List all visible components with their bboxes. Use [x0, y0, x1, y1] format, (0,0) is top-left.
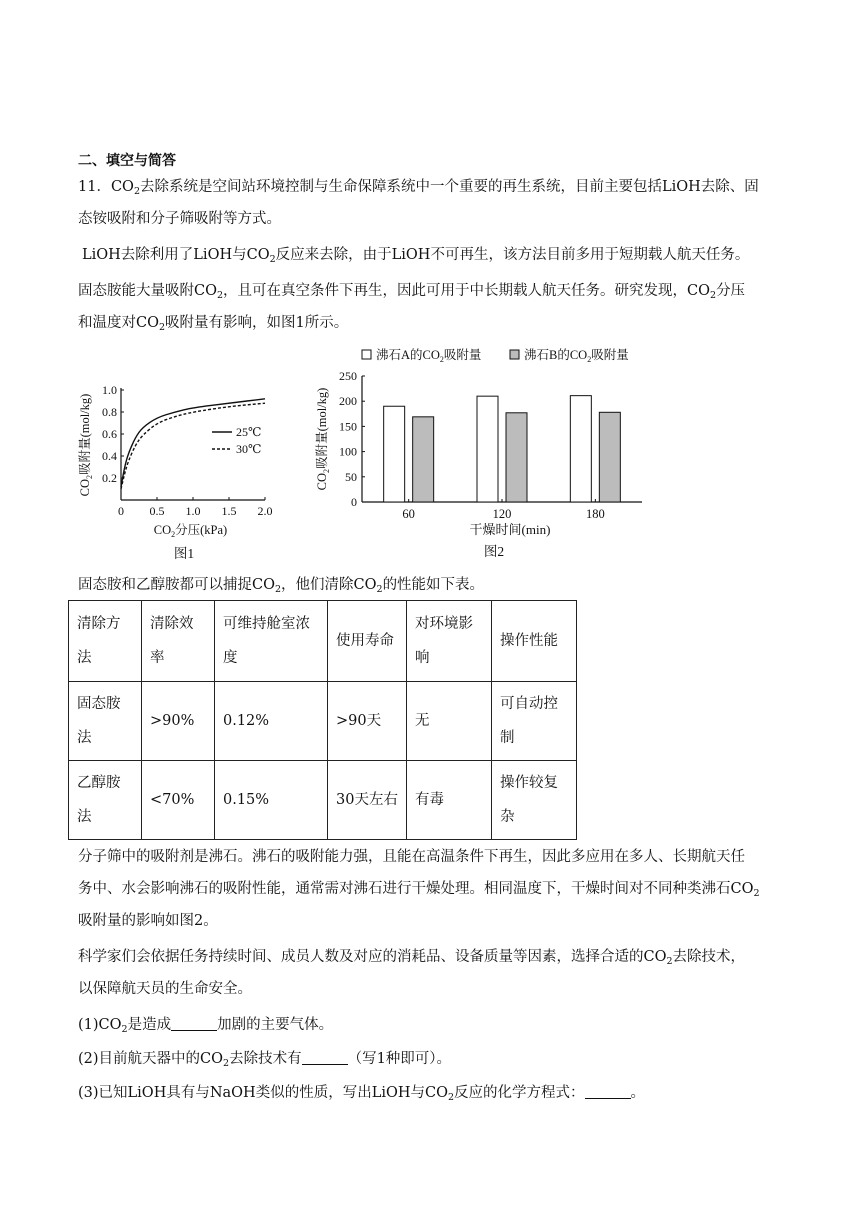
y-tick-label: 100 [339, 444, 357, 459]
y-tick-label: 0.6 [102, 427, 117, 441]
paragraph-amine-line2: 和温度对$CO_2$吸附量有影响，如图1所示。 [78, 315, 349, 333]
figure-2-caption: 图2 [483, 544, 505, 559]
table-header-cell: 可维持舱室浓度 [215, 601, 328, 682]
bar-zeolite-a [477, 396, 498, 502]
y-axis-label: $CO_2$吸附量(mol/kg) [315, 387, 331, 491]
table-intro: 固态胺和乙醇胺都可以捕捉$CO_2$，他们清除$CO_2$的性能如下表。 [78, 577, 485, 595]
table-cell: 乙醇胺法 [69, 761, 142, 840]
y-axis-label: $CO_2$吸附量(mol/kg) [78, 393, 94, 497]
figure-1-caption: 图1 [173, 546, 195, 561]
paragraph-amine-line1: 固态胺能大量吸附$CO_2$，且可在真空条件下再生，因此可用于中长期载人航天任务。研究发现，$CO_2$分压 [78, 283, 746, 301]
x-tick-label: 120 [492, 507, 512, 521]
x-axis-label: $CO_2$分压(kPa) [153, 523, 228, 539]
paragraph-scientists-line1: 科学家们会依据任务持续时间、成员人数及对应的消耗品、设备质量等因素，选择合适的$CO_2$去除技术， [78, 949, 746, 967]
table-header-cell: 使用寿命 [328, 601, 407, 682]
section-title: 二、填空与简答 [78, 153, 176, 169]
question-3: (3)已知LiOH具有与NaOH类似的性质，写出LiOH与$CO_2$反应的化学方程式： 。 [78, 1085, 646, 1103]
y-tick-label: 200 [339, 394, 357, 409]
paragraph-zeolite-line1: 分子筛中的吸附剂是沸石。沸石的吸附能力强，且能在高温条件下再生，因此多应用在多人、长期航天任 [78, 849, 745, 865]
answer-blank[interactable] [302, 1050, 348, 1065]
y-tick-label: 1.0 [102, 383, 117, 397]
bar-zeolite-b [413, 417, 434, 502]
table-header-cell: 操作性能 [492, 601, 577, 682]
table-cell: 30天左右 [328, 761, 407, 840]
paragraph-lioh: LiOH去除利用了LiOH与$CO_2$反应来去除，由于LiOH不可再生，该方法目前多用于短期载人航天任务。 [82, 247, 750, 265]
bar-zeolite-b [506, 413, 527, 502]
x-tick-label: 1.5 [221, 504, 237, 518]
y-tick-label: 250 [339, 369, 357, 383]
x-tick-label: 0.5 [149, 504, 165, 518]
x-tick-label: 2.0 [257, 504, 273, 518]
x-tick-label: 180 [585, 507, 605, 521]
legend-label: 25℃ [236, 425, 262, 439]
bar-zeolite-a [384, 406, 405, 502]
comparison-table [68, 600, 577, 840]
bar-zeolite-a [570, 396, 591, 502]
legend-label: 30℃ [236, 442, 262, 456]
table-cell: <70% [142, 761, 215, 840]
table-header-cell: 清除效率 [142, 601, 215, 682]
table-cell: 0.12% [215, 682, 328, 761]
table-header-cell: 对环境影响 [407, 601, 492, 682]
y-tick-label: 50 [345, 469, 357, 484]
paragraph-scientists-line2: 以保障航天员的生命安全。 [78, 981, 252, 997]
table-cell: >90% [142, 682, 215, 761]
table-cell: 有毒 [407, 761, 492, 840]
y-tick-label: 0 [351, 495, 357, 509]
legend-swatch-a [362, 350, 371, 359]
paragraph-intro-line2: 态铵吸附和分子筛吸附等方式。 [78, 211, 281, 227]
table-cell: 0.15% [215, 761, 328, 840]
x-tick-label: 1.0 [185, 504, 201, 518]
table-header-row [69, 601, 577, 682]
table-cell: 固态胺法 [69, 682, 142, 761]
legend-label-a: 沸石A的$CO_2$吸附量 [376, 348, 482, 364]
legend-label-b: 沸石B的$CO_2$吸附量 [524, 348, 629, 364]
y-tick-label: 150 [339, 419, 357, 434]
question-2: (2)目前航天器中的$CO_2$去除技术有 （写1种即可）。 [78, 1051, 452, 1069]
table-row [69, 761, 577, 840]
paragraph-zeolite-line2: 务中、水会影响沸石的吸附性能，通常需对沸石进行干燥处理。相同温度下，干燥时间对不同种类沸石$CO_2$ [78, 881, 760, 899]
table-header-cell: 清除方法 [69, 601, 142, 682]
answer-blank[interactable] [171, 1016, 217, 1031]
table-cell: 操作较复杂 [492, 761, 577, 840]
table-cell: 无 [407, 682, 492, 761]
y-tick-label: 0.8 [102, 405, 117, 419]
y-tick-label: 0.4 [102, 449, 117, 463]
table-cell: >90天 [328, 682, 407, 761]
table-row [69, 682, 577, 761]
legend-swatch-b [510, 350, 519, 359]
table-cell: 可自动控制 [492, 682, 577, 761]
paragraph-zeolite-line3: 吸附量的影响如图2。 [78, 913, 218, 929]
x-tick-label: 0 [118, 504, 124, 518]
y-tick-label: 0.2 [102, 471, 117, 485]
paragraph-intro-line1: 11．$CO_2$去除系统是空间站环境控制与生命保障系统中一个重要的再生系统，目前主要包括LiOH去除、固 [78, 179, 759, 197]
answer-blank[interactable] [585, 1084, 631, 1099]
figure-2-bar-chart [310, 342, 660, 566]
question-1: $(1)CO_2$是造成 加剧的主要气体。 [78, 1017, 334, 1035]
bar-zeolite-b [599, 412, 620, 502]
x-tick-label: 60 [402, 507, 415, 521]
figure-1-line-chart [72, 376, 287, 566]
x-axis-label: 干燥时间(min) [469, 522, 551, 537]
